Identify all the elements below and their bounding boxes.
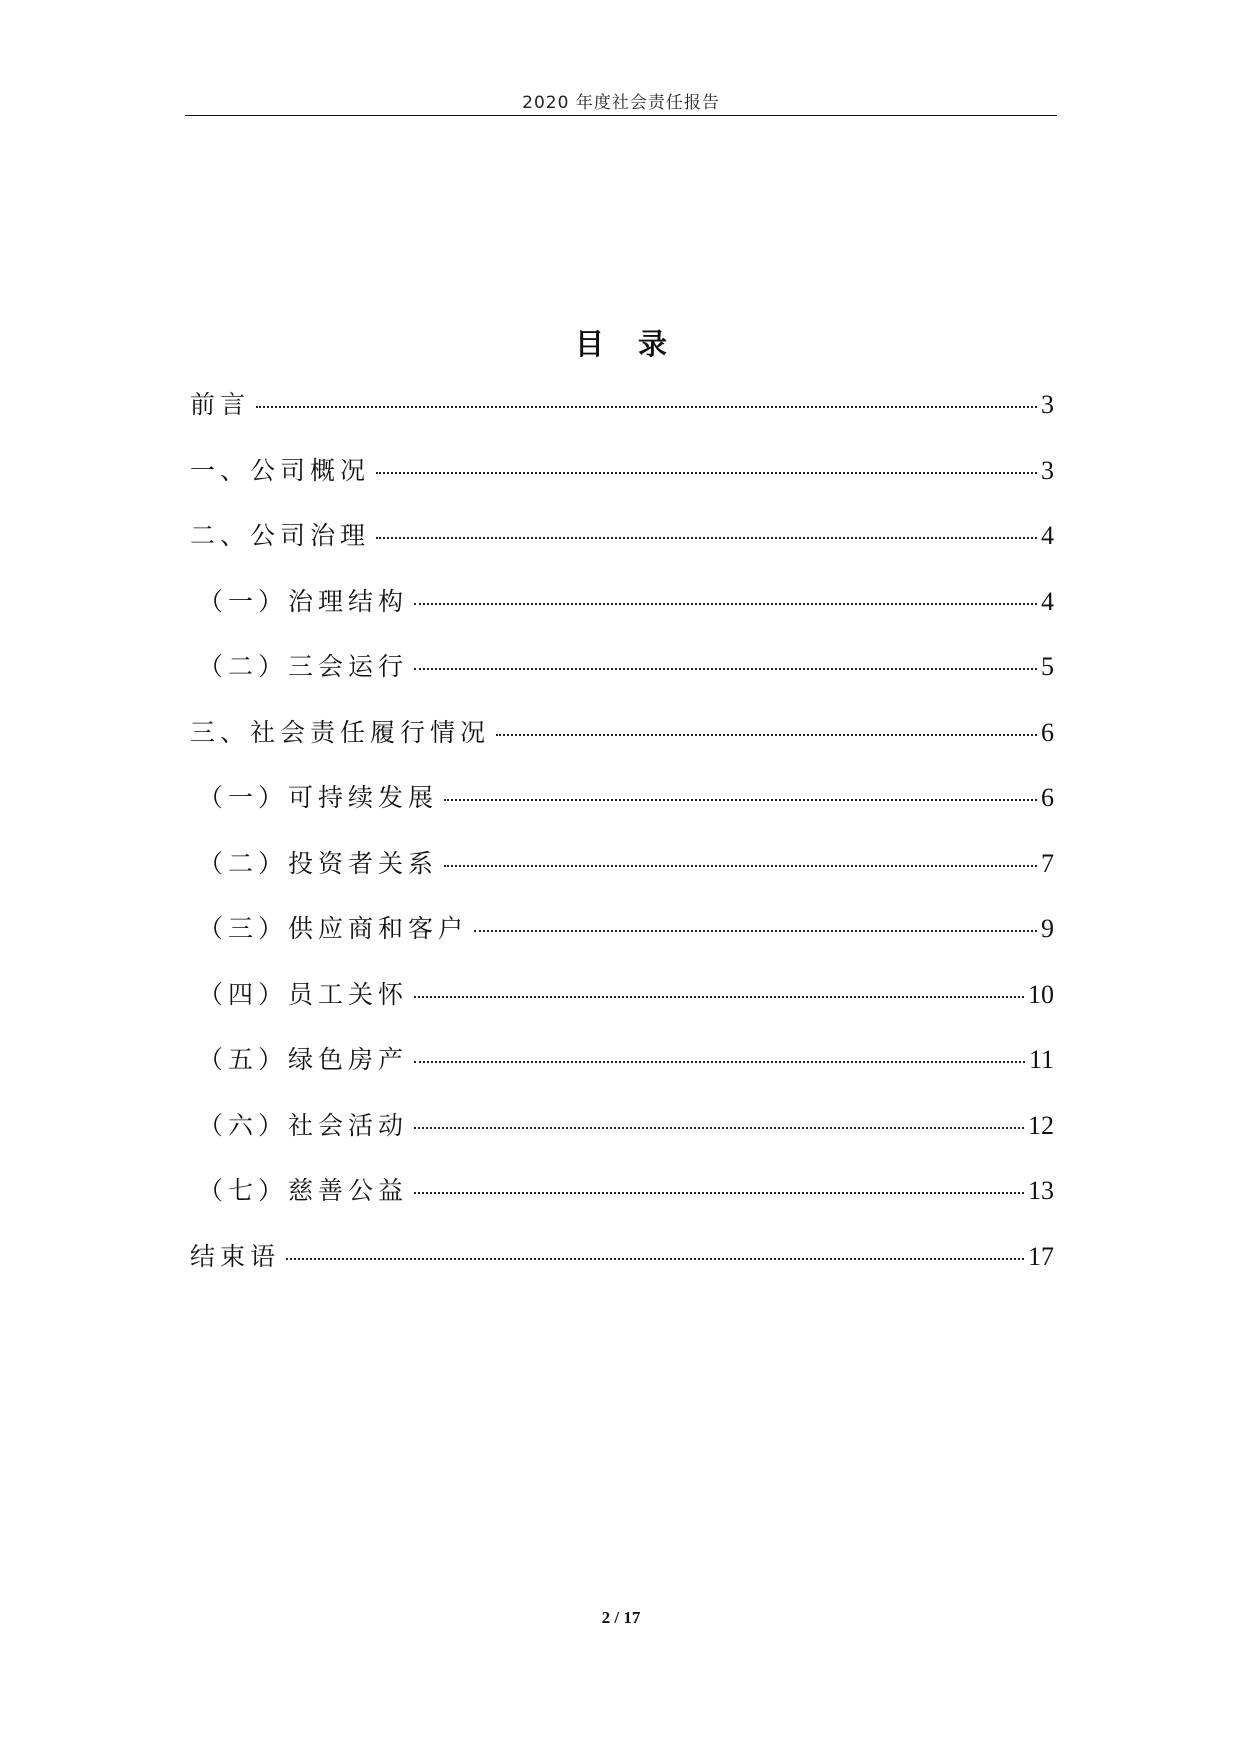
toc-entry[interactable] xyxy=(190,516,1054,582)
toc-entry-label: 二、公司治理 xyxy=(190,521,371,550)
toc-dot-leader xyxy=(414,1061,1025,1063)
toc-entry-page: 6 xyxy=(1041,717,1054,747)
toc-dot-leader xyxy=(414,1127,1024,1129)
toc-dot-leader xyxy=(496,734,1037,736)
running-header: 2020 年度社会责任报告 xyxy=(522,93,720,113)
toc-entry-page: 5 xyxy=(1041,652,1054,681)
toc-entry-page: 4 xyxy=(1041,521,1054,550)
toc-entry[interactable] xyxy=(190,778,1054,844)
toc-entry[interactable] xyxy=(190,582,1054,648)
toc-entry[interactable] xyxy=(190,975,1054,1041)
toc-entry-label: （三）供应商和客户 xyxy=(198,914,469,943)
toc-entry[interactable] xyxy=(190,1106,1054,1172)
toc-entry[interactable] xyxy=(190,647,1054,713)
toc-entry-label: （二）投资者关系 xyxy=(198,848,439,878)
toc-entry-page: 10 xyxy=(1028,979,1054,1009)
toc-list xyxy=(190,385,1054,1302)
toc-dot-leader xyxy=(286,1258,1024,1260)
toc-entry-label: （六）社会活动 xyxy=(198,1110,409,1140)
toc-entry-label: （一）治理结构 xyxy=(198,586,409,616)
toc-entry[interactable] xyxy=(190,385,1054,451)
toc-dot-leader xyxy=(444,865,1037,867)
toc-entry-page: 9 xyxy=(1041,914,1054,943)
toc-entry-page: 12 xyxy=(1028,1110,1054,1140)
toc-entry-page: 17 xyxy=(1028,1241,1054,1271)
toc-entry-label: （五）绿色房产 xyxy=(198,1045,409,1074)
toc-dot-leader xyxy=(414,1192,1024,1194)
toc-entry-label: （四）员工关怀 xyxy=(198,979,409,1009)
toc-entry-page: 13 xyxy=(1028,1176,1054,1205)
toc-entry-page: 6 xyxy=(1041,783,1054,812)
toc-dot-leader xyxy=(414,668,1037,670)
toc-entry-page: 3 xyxy=(1041,455,1054,485)
toc-entry-label: 一、公司概况 xyxy=(190,455,371,485)
toc-entry[interactable] xyxy=(190,1237,1054,1303)
toc-dot-leader xyxy=(414,996,1024,998)
toc-entry[interactable] xyxy=(190,713,1054,779)
toc-entry[interactable] xyxy=(190,1171,1054,1237)
toc-dot-leader xyxy=(444,799,1037,801)
header-rule xyxy=(185,115,1057,116)
toc-entry-page: 7 xyxy=(1041,848,1054,878)
toc-entry-label: 结束语 xyxy=(190,1241,281,1271)
toc-dot-leader xyxy=(376,537,1037,539)
toc-entry-page: 11 xyxy=(1028,1045,1054,1074)
toc-entry-label: 前言 xyxy=(190,390,251,419)
toc-entry-label: （二）三会运行 xyxy=(198,652,409,681)
page-number: 2 / 17 xyxy=(601,1608,641,1627)
toc-entry-page: 3 xyxy=(1041,390,1054,419)
toc-entry[interactable] xyxy=(190,909,1054,975)
toc-entry[interactable] xyxy=(190,844,1054,910)
toc-dot-leader xyxy=(414,603,1037,605)
toc-title: 目录 xyxy=(574,327,701,361)
toc-dot-leader xyxy=(256,406,1037,408)
toc-dot-leader xyxy=(474,930,1037,932)
toc-entry[interactable] xyxy=(190,1040,1054,1106)
toc-entry[interactable] xyxy=(190,451,1054,517)
toc-entry-page: 4 xyxy=(1041,586,1054,616)
toc-entry-label: （一）可持续发展 xyxy=(198,783,439,812)
toc-dot-leader xyxy=(376,472,1037,474)
toc-entry-label: （七）慈善公益 xyxy=(198,1176,409,1205)
toc-entry-label: 三、社会责任履行情况 xyxy=(190,717,491,747)
